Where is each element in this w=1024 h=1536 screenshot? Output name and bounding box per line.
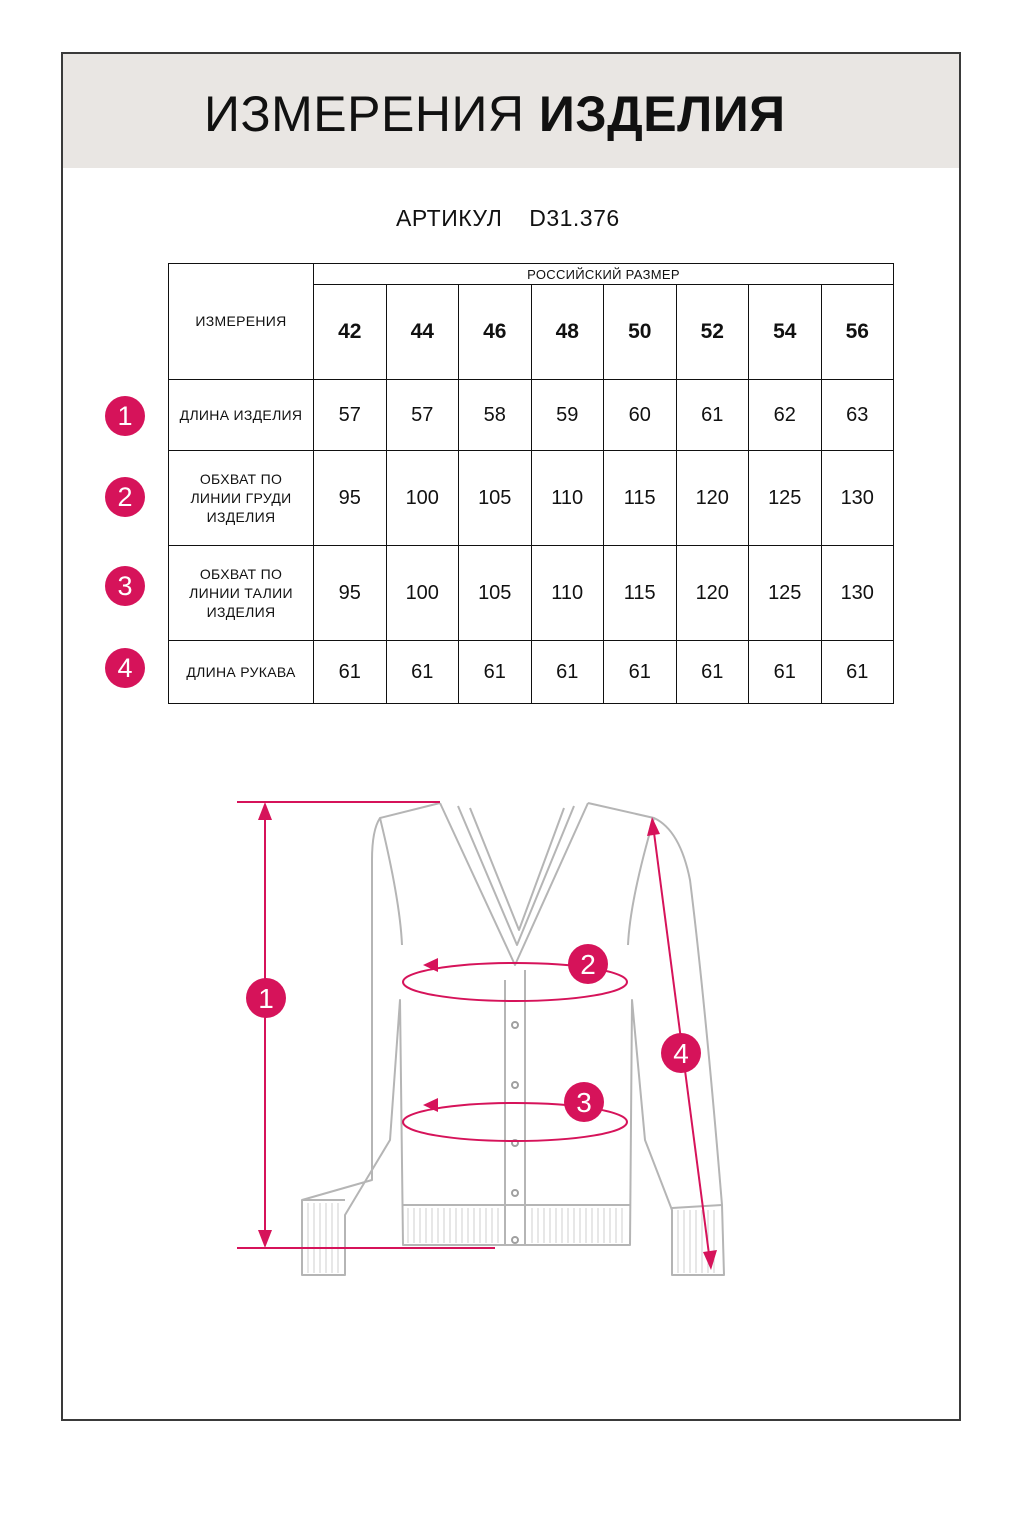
size-header: 42 [314,285,387,380]
diagram-markers [246,944,701,1122]
table-cell: 125 [749,546,822,641]
table-cell: 61 [459,641,532,704]
marker-2: 2 [580,949,596,980]
table-cell: 57 [386,380,459,451]
table-cell: 115 [604,451,677,546]
table-cell: 105 [459,451,532,546]
size-header: 52 [676,285,749,380]
table-cell: 110 [531,451,604,546]
button-icons [512,1022,518,1243]
table-cell: 95 [314,546,387,641]
row-number-badge: 2 [105,477,145,517]
marker-3: 3 [576,1087,592,1118]
row-label: ДЛИНА РУКАВА [169,641,314,704]
table-cell: 61 [314,641,387,704]
rib-texture [308,1203,714,1273]
table-cell: 130 [821,451,894,546]
table-cell: 61 [531,641,604,704]
cardigan-sketch [302,803,724,1275]
marker-1: 1 [258,983,274,1014]
table-cell: 125 [749,451,822,546]
size-header: 56 [821,285,894,380]
table-cell: 130 [821,546,894,641]
title-light: ИЗМЕРЕНИЯ [204,86,525,142]
corner-label: ИЗМЕРЕНИЯ [169,264,314,380]
table-cell: 120 [676,451,749,546]
table-cell: 120 [676,546,749,641]
row-label: ОБХВАТ ПО ЛИНИИ ГРУДИ ИЗДЕЛИЯ [169,451,314,546]
size-header: 50 [604,285,677,380]
table-cell: 105 [459,546,532,641]
article-code: D31.376 [529,205,620,231]
size-header: 48 [531,285,604,380]
table-cell: 110 [531,546,604,641]
table-cell: 100 [386,451,459,546]
size-group-label: РОССИЙСКИЙ РАЗМЕР [314,264,894,285]
table-cell: 61 [821,641,894,704]
table-cell: 95 [314,451,387,546]
size-header: 54 [749,285,822,380]
table-cell: 61 [604,641,677,704]
table-cell: 61 [676,380,749,451]
size-header: 44 [386,285,459,380]
table-cell: 115 [604,546,677,641]
row-number-badge: 1 [105,396,145,436]
table-cell: 58 [459,380,532,451]
table-cell: 57 [314,380,387,451]
table-cell: 61 [749,641,822,704]
table-cell: 60 [604,380,677,451]
row-number-badge: 3 [105,566,145,606]
table-cell: 62 [749,380,822,451]
table-cell: 59 [531,380,604,451]
article-label: АРТИКУЛ [396,205,503,231]
table-cell: 63 [821,380,894,451]
title-bold: ИЗДЕЛИЯ [538,86,786,142]
row-number-badge: 4 [105,648,145,688]
table-cell: 61 [386,641,459,704]
row-label: ОБХВАТ ПО ЛИНИИ ТАЛИИ ИЗДЕЛИЯ [169,546,314,641]
size-header: 46 [459,285,532,380]
table-cell: 61 [676,641,749,704]
marker-4: 4 [673,1038,689,1069]
row-label: ДЛИНА ИЗДЕЛИЯ [169,380,314,451]
table-cell: 100 [386,546,459,641]
